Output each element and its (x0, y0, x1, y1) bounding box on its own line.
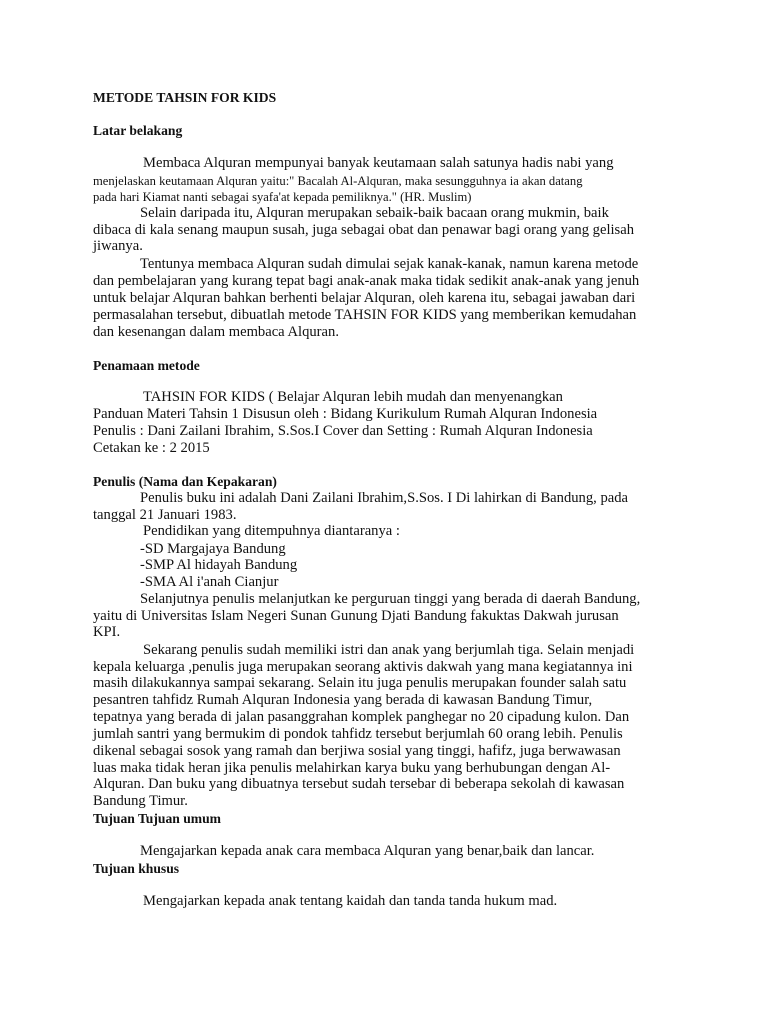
list-item: -SMP Al hidayah Bandung (140, 557, 298, 573)
section-heading-tujuan-umum: Tujuan Tujuan umum (93, 811, 221, 826)
paragraph-line: Tentunya membaca Alquran sudah dimulai sejak kanak-kanak, namun karena metode (140, 256, 639, 272)
section-heading-tujuan-khusus: Tujuan khusus (93, 861, 180, 876)
paragraph-line: pesantren tahfidz Rumah Alquran Indonesia yang berada di kawasan Bandung Timur, (93, 692, 593, 708)
paragraph-line: Mengajarkan kepada anak tentang kaidah dan tanda tanda hukum mad. (143, 893, 558, 909)
paragraph-line: Bandung Timur. (93, 793, 188, 809)
paragraph-line: jumlah santri yang bermukim di pondok tahfidz tersebut berjumlah 60 orang lebih. Penulis (93, 726, 623, 742)
paragraph-line: Penulis buku ini adalah Dani Zailani Ibrahim,S.Sos. I Di lahirkan di Bandung, pada (140, 490, 628, 506)
paragraph-line: menjelaskan keutamaan Alquran yaitu:" Bacalah Al-Alquran, maka sesungguhnya ia akan datang (93, 174, 583, 188)
paragraph-line: Cetakan ke : 2 2015 (93, 440, 210, 456)
paragraph-line: tanggal 21 Januari 1983. (93, 507, 237, 523)
section-heading-latar-belakang: Latar belakang (93, 123, 183, 138)
paragraph-line: dikenal sebagai sosok yang ramah dan berjiwa sosial yang tinggi, hafifz, juga berwawasan (93, 743, 621, 759)
paragraph-line: dan kesenangan dalam membaca Alquran. (93, 324, 339, 340)
paragraph-line: permasalahan tersebut, dibuatlah metode TAHSIN FOR KIDS yang memberikan kemudahan (93, 307, 637, 323)
paragraph-line: TAHSIN FOR KIDS ( Belajar Alquran lebih mudah dan menyenangkan (143, 389, 563, 405)
paragraph-line: tepatnya yang berada di jalan pasanggrahan komplek panghegar no 20 cipadung kulon. Dan (93, 709, 630, 725)
section-heading-penulis: Penulis (Nama dan Kepakaran) (93, 474, 277, 489)
paragraph-line: luas maka tidak heran jika penulis melahirkan karya buku yang berhubungan dengan Al- (93, 760, 611, 776)
paragraph-line: Sekarang penulis sudah memiliki istri dan anak yang berjumlah tiga. Selain menjadi (143, 642, 635, 658)
list-item: -SD Margajaya Bandung (140, 541, 286, 557)
paragraph-line: dibaca di kala senang maupun susah, juga sebagai obat dan penawar bagi orang yang gelisah (93, 222, 635, 238)
paragraph-line: Alquran. Dan buku yang dibuatnya tersebut sudah tersebar di beberapa sekolah di kawasan (93, 776, 625, 792)
paragraph-line: yaitu di Universitas Islam Negeri Sunan Gunung Djati Bandung fakuktas Dakwah jurusan (93, 608, 619, 624)
paragraph-line: Pendidikan yang ditempuhnya diantaranya : (143, 523, 400, 539)
paragraph-line: Selanjutnya penulis melanjutkan ke perguruan tinggi yang berada di daerah Bandung, (140, 591, 641, 607)
paragraph-line: untuk belajar Alquran bahkan berhenti belajar Alquran, oleh karena itu, sebagai jawaban dari (93, 290, 636, 306)
paragraph-line: Selain daripada itu, Alquran merupakan sebaik-baik bacaan orang mukmin, baik (140, 205, 609, 221)
paragraph-line: kepala keluarga ,penulis juga merupakan seorang aktivis dakwah yang mana kegiatannya ini (93, 659, 633, 675)
paragraph-line: jiwanya. (93, 238, 143, 254)
paragraph-line: dan pembelajaran yang kurang tepat bagi anak-anak maka tidak sedikit anak-anak yang jenuh (93, 273, 640, 289)
paragraph-line: Mengajarkan kepada anak cara membaca Alquran yang benar,baik dan lancar. (140, 843, 595, 859)
paragraph-line: Membaca Alquran mempunyai banyak keutamaan salah satunya hadis nabi yang (143, 155, 614, 171)
paragraph-line: masih dilakukannya sampai sekarang. Selain itu juga penulis merupakan founder salah satu (93, 675, 627, 691)
paragraph-line: Panduan Materi Tahsin 1 Disusun oleh : Bidang Kurikulum Rumah Alquran Indonesia (93, 406, 598, 422)
section-heading-penamaan-metode: Penamaan metode (93, 358, 200, 373)
paragraph-line: pada hari Kiamat nanti sebagai syafa'at kepada pemiliknya." (HR. Muslim) (93, 190, 472, 204)
paragraph-line: Penulis : Dani Zailani Ibrahim, S.Sos.I Cover dan Setting : Rumah Alquran Indonesia (93, 423, 593, 439)
paragraph-line: KPI. (93, 624, 121, 640)
list-item: -SMA Al i'anah Cianjur (140, 574, 279, 590)
document-title: METODE TAHSIN FOR KIDS (93, 90, 277, 105)
